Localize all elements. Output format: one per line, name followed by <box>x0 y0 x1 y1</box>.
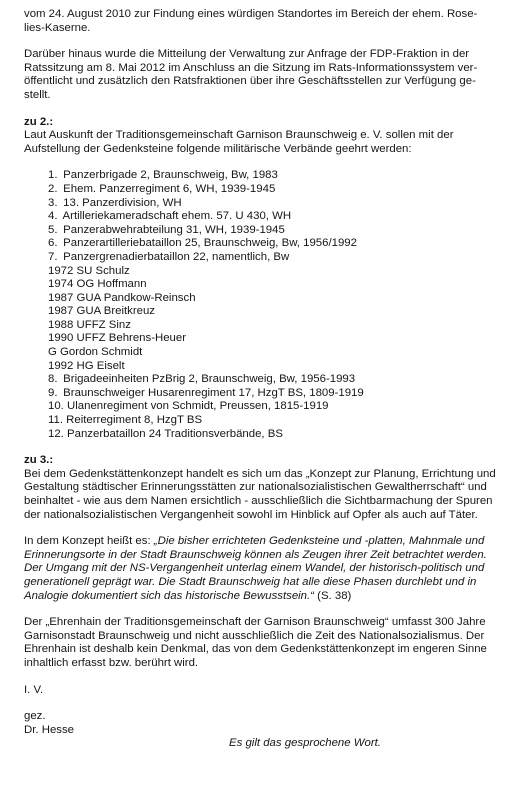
list-item: 2. Ehem. Panzerregiment 6, WH, 1939-1945 <box>48 182 276 195</box>
ehrenhain-paragraph: Der „Ehrenhain der Traditionsgemeinschaft der Garnison Braunschweig“ umfasst 300 Jahre Garnisonstadt Braunschweig und nicht ausschließlich die Zeit des Nationalsozialismus. Der Ehrenhain ist deshalb kein Denkmal, das von dem Gedenkstättenkonzept im engeren Sinne inhaltlich erfasst bzw. berührt wird. <box>24 616 487 669</box>
list-item: 9. Braunschweiger Husarenregiment 17, HzgT BS, 1809-1919 <box>48 386 364 399</box>
notice-paragraph: Darüber hinaus wurde die Mitteilung der Verwaltung zur Anfrage der FDP-Fraktion in der Ratssitzung am 8. Mai 2012 im Anschluss an die Sitzung im Rats-Informationssystem ver-öffentlicht und zusätzlich den Ratsfraktionen über ihre Geschäftsstellen zur Verfügung ge-stellt. <box>24 48 478 101</box>
signature-name: Dr. Hesse <box>24 723 75 736</box>
sub-entry: 1990 UFFZ Behrens-Heuer <box>48 332 187 345</box>
quote-prefix: In dem Konzept heißt es: <box>24 535 154 548</box>
signature-gez: gez. <box>24 710 46 723</box>
sub-entry: 1992 HG Eiselt <box>48 359 125 372</box>
sub-entry: 1988 UFFZ Sinz <box>48 318 131 331</box>
list-item: 12. Panzerbataillon 24 Traditionsverbände, BS <box>48 427 283 440</box>
section-2-heading: zu 2.: <box>24 115 54 128</box>
list-item: 5. Panzerabwehrabteilung 31, WH, 1939-1945 <box>48 223 285 236</box>
section-3-body: Bei dem Gedenkstättenkonzept handelt es sich um das „Konzept zur Planung, Errichtung und Gestaltung städtischer Erinnerungsstätten zur nationalsozialistischen Gewaltherrschaft“ und beinhaltet - wie aus dem Namen ersichtlich - ausschließlich die Sichtbarmachung der Spuren der nationalsozialistischen Vergangenheit sowohl im Hinblick auf Opfer als auch auf Täter. <box>24 467 496 521</box>
sub-entry: 1987 GUA Pandkow-Reinsch <box>48 291 196 304</box>
quote-reference: (S. 38) <box>313 589 352 602</box>
signature-iv: I. V. <box>24 683 44 696</box>
list-item: 7. Panzergrenadierbataillon 22, namentlich, Bw <box>48 250 290 263</box>
section-2-intro: Laut Auskunft der Traditionsgemeinschaft Garnison Braunschweig e. V. sollen mit der Aufstellung der Gedenksteine folgende militärische Verbände geehrt werden: <box>24 129 454 155</box>
intro-line-1: vom 24. August 2010 zur Findung eines würdigen Standortes im Bereich der ehem. Rose- <box>24 8 478 20</box>
sub-entry: 1987 GUA Breitkreuz <box>48 305 155 318</box>
intro-line-2: lies-Kaserne. <box>24 21 91 34</box>
list-item: 10. Ulanenregiment von Schmidt, Preussen, 1815-1919 <box>48 400 329 413</box>
section-3-heading: zu 3.: <box>24 454 54 467</box>
list-item: 1. Panzerbrigade 2, Braunschweig, Bw, 1983 <box>48 169 278 182</box>
concept-quote: „Die bisher errichteten Gedenksteine und -platten, Mahnmale und Erinnerungsorte in der Stadt Braunschweig können als Zeugen ihrer Zeit betrachtet werden. Der Umgang mit der NS-Vergangenheit unterlag einem Wandel, der historisch-politisch und generationell geprägt war. Die Stadt Braunschweig hat alle diese Phasen durchlebt und in Analogie dokumentiert sich das historische Bewusstsein.“ <box>24 535 487 602</box>
sub-entry-continued: G Gordon Schmidt <box>48 346 143 359</box>
list-item: 4. Artilleriekameradschaft ehem. 57. U 430, WH <box>48 210 292 223</box>
sub-entry: 1972 SU Schulz <box>48 264 130 277</box>
list-item: 8. Brigadeeinheiten PzBrig 2, Braunschweig, Bw, 1956-1993 <box>48 373 356 386</box>
document-page <box>24 8 500 751</box>
closing-remark: Es gilt das gesprochene Wort. <box>229 737 381 750</box>
list-item: 11. Reiterregiment 8, HzgT BS <box>48 414 203 427</box>
unit-list <box>24 169 500 441</box>
concept-quote-paragraph <box>24 535 500 603</box>
sub-entry: 1974 OG Hoffmann <box>48 278 147 291</box>
list-item: 3. 13. Panzerdivision, WH <box>48 196 182 209</box>
list-item: 6. Panzerartilleriebataillon 25, Braunschweig, Bw, 1956/1992 <box>48 237 357 250</box>
